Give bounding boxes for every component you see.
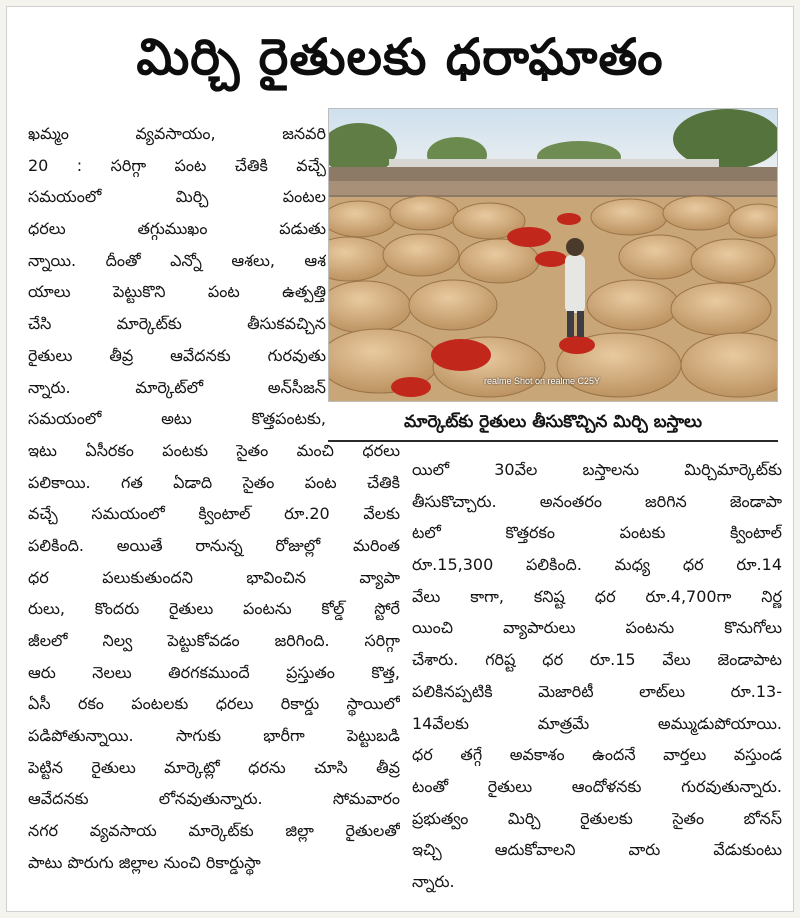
article-line: రైతులు తీవ్ర ఆవేదనకు గురవుతు — [28, 345, 326, 365]
article-line: యాలు పెట్టుకొని పంట ఉత్పత్తి — [28, 282, 326, 302]
article-line: వేలు కాగా, కనిష్ట ధర రూ.4,700గా నిర్ణ — [412, 586, 782, 606]
article-line: పలికింది. అయితే రానున్న రోజుల్లో మరింత — [28, 535, 400, 555]
article-line: టంతో రైతులు ఆందోళనకు గురవుతున్నారు. — [412, 776, 782, 796]
article-line: పాటు పొరుగు జిల్లాల నుంచి రికార్డుస్థా — [28, 852, 261, 872]
article-line: జీలలో నిల్వ పెట్టుకోవడం జరిగింది. సరిగ్గా — [28, 631, 400, 650]
article-line: తీసుకొచ్చారు. అనంతరం జరిగిన జెండాపా — [412, 491, 782, 511]
article-line: వచ్చే సమయంలో క్వింటాల్ రూ.20 వేలకు — [28, 504, 400, 524]
article-line: నగర వ్యవసాయ మార్కెట్‌కు జిల్లా రైతులతో — [28, 821, 400, 841]
article-line: టలో కొత్తరకం పంటకు క్వింటాల్ — [412, 523, 782, 543]
photo-watermark: realme Shot on realme C25Y — [484, 376, 601, 386]
article-line: పలికాయి. గత ఏడాది సైతం పంట చేతికి — [28, 472, 400, 492]
article-line: ఇచ్చి ఆదుకోవాలని వారు వేడుకుంటు — [412, 840, 782, 860]
article-body-right-column — [412, 454, 782, 898]
article-line: 20 : సరిగ్గా పంట చేతికి వచ్చే — [28, 155, 326, 175]
article-line: రూ.15,300 పలికింది. మధ్య ధర రూ.14 — [412, 555, 782, 575]
article-line: ఏసీ రకం పంటలకు ధరలు రికార్డు స్థాయిలో — [28, 694, 400, 714]
article-line: ప్రభుత్వం మిర్చి రైతులకు సైతం బోనస్ — [412, 808, 782, 828]
article-line: రులు, కొందరు రైతులు పంటను కోల్డ్ స్టోరే — [28, 599, 400, 619]
article-line: పలికినప్పటికి మెజారిటీ లాట్‌లు రూ.13- — [412, 681, 782, 701]
headline: మిర్చి రైతులకు ధరాఘాతం — [136, 28, 664, 86]
article-line: సమయంలో మిర్చి పంటల — [28, 187, 326, 207]
article-line: ధర తగ్గే అవకాశం ఉందనే వార్తలు వస్తుండ — [412, 745, 782, 765]
article-line: పడిపోతున్నాయి. సాగుకు భారీగా పెట్టుబడి — [28, 726, 400, 746]
article-line: యించి వ్యాపారులు పంటను కొనుగోలు — [412, 618, 782, 638]
article-line: 14వేలకు మాత్రమే అమ్ముడుపోయాయి. — [412, 713, 782, 733]
article-line: చేశారు. గరిష్ట ధర రూ.15 వేలు జెండాపాట — [412, 650, 782, 670]
market-photo — [328, 108, 778, 402]
photo-caption: మార్కెట్‌కు రైతులు తీసుకొచ్చిన మిర్చి బస్తాలు — [328, 404, 778, 442]
article-line: ఆవేదనకు లోనవుతున్నారు. సోమవారం — [28, 789, 400, 809]
article-line: యిలో 30వేల బస్తాలను మిర్చిమార్కెట్‌కు — [412, 460, 782, 479]
article-line: ఇటు ఏసీరకం పంటకు సైతం మంచి ధరలు — [28, 440, 400, 460]
article-line: పెట్టిన రైతులు మార్కెట్లో ధరను చూసి తీవ్ర — [28, 757, 400, 777]
article-line: న్నాయి. దీంతో ఎన్నో ఆశలు, ఆశ — [28, 250, 326, 270]
article-line: ధరలు తగ్గుముఖం పడుతు — [28, 219, 326, 239]
article-line: చేసి మార్కెట్‌కు తీసుకవచ్చిన — [28, 314, 326, 334]
article-line: న్నారు. మార్కెట్‌లో అన్‌సీజన్ — [28, 377, 326, 397]
article-line: ధర పలుకుతుందని భావించిన వ్యాపా — [28, 567, 400, 587]
article-line: ఖమ్మం వ్యవసాయం, జనవరి — [28, 124, 326, 143]
article-line: సమయంలో అటు కొత్తపంటకు, — [28, 409, 326, 429]
article-line: ఆరు నెలలు తిరగకముందే ప్రస్తుతం కొత్త, — [28, 662, 400, 682]
article-line: న్నారు. — [412, 871, 455, 891]
